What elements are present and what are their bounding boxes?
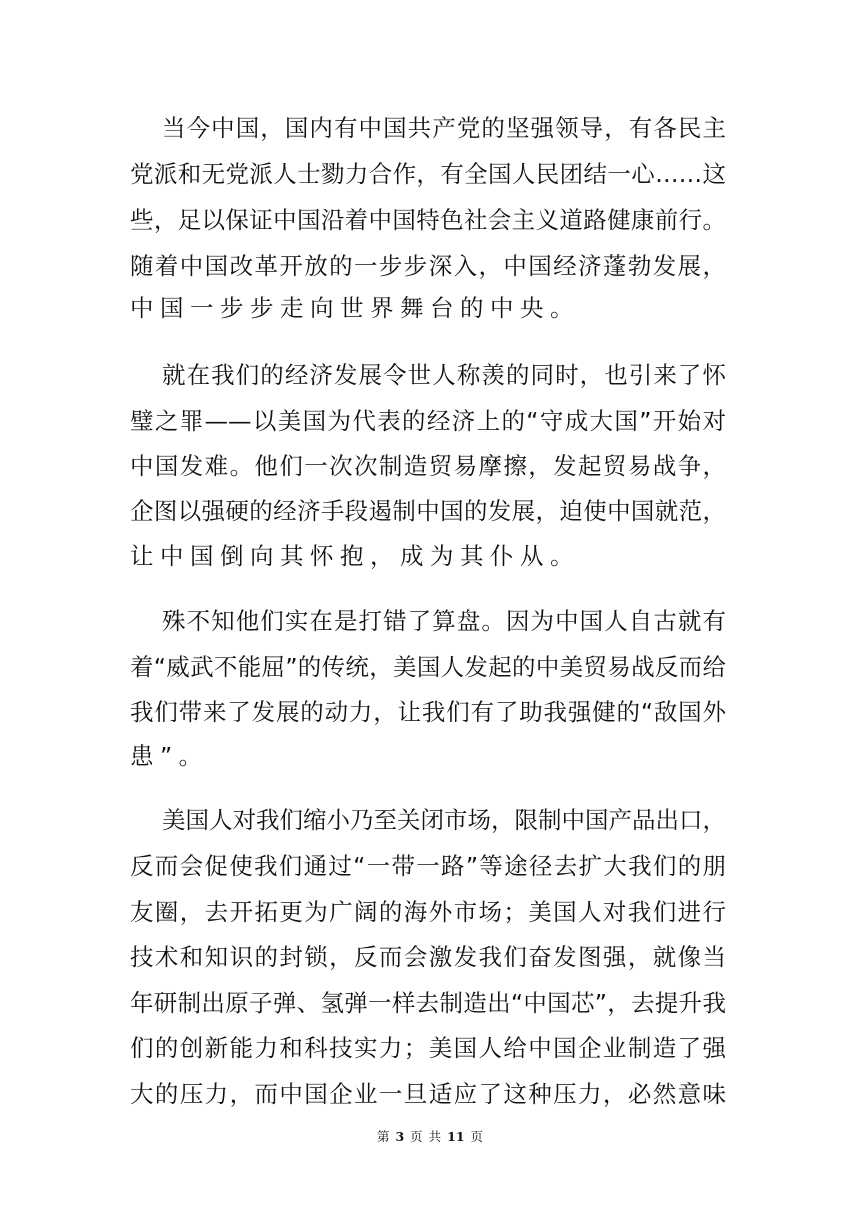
paragraph-3-line-3: 我们带来了发展的动力，让我们有了助我强健的“敌国外 xyxy=(130,698,726,726)
footer-page-word: 页 xyxy=(410,1129,423,1144)
paragraph-1-line-3: 些，足以保证中国沿着中国特色社会主义道路健康前行。 xyxy=(130,206,726,234)
paragraph-2-line-1: 就在我们的经济发展令世人称羡的同时，也引来了怀 xyxy=(162,361,726,389)
paragraph-4-line-7: 大的压力，而中国企业一旦适应了这种压力，必然意味 xyxy=(130,1080,726,1108)
paragraph-1-line-4: 随着中国改革开放的一步步深入，中国经济蓬勃发展， xyxy=(130,252,726,280)
paragraph-1-line-1: 当今中国，国内有中国共产党的坚强领导，有各民主 xyxy=(162,114,726,142)
footer-current-page: 3 xyxy=(395,1129,405,1144)
paragraph-3-line-4: 患”。 xyxy=(130,742,209,770)
paragraph-2-line-5: 让中国倒向其怀抱，成为其仆从。 xyxy=(130,542,580,570)
paragraph-4-line-2: 反而会促使我们通过“一带一路”等途径去扩大我们的朋 xyxy=(130,852,726,880)
paragraph-4-line-5: 年研制出原子弹、氢弹一样去制造出“中国芯”，去提升我 xyxy=(130,989,726,1017)
paragraph-4-line-4: 技术和知识的封锁，反而会激发我们奋发图强，就像当 xyxy=(130,943,726,971)
paragraph-1-line-5: 中国一步步走向世界舞台的中央。 xyxy=(130,294,580,322)
footer-total-pages: 11 xyxy=(447,1129,465,1144)
paragraph-3-line-1: 殊不知他们实在是打错了算盘。因为中国人自古就有 xyxy=(162,607,726,635)
paragraph-4-line-6: 们的创新能力和科技实力；美国人给中国企业制造了强 xyxy=(130,1034,726,1062)
paragraph-2-line-3: 中国发难。他们一次次制造贸易摩擦，发起贸易战争， xyxy=(130,452,726,480)
footer-prefix: 第 xyxy=(376,1129,390,1144)
paragraph-2-line-2: 璧之罪——以美国为代表的经济上的“守成大国”开始对 xyxy=(130,407,726,435)
paragraph-4-line-3: 友圈，去开拓更为广阔的海外市场；美国人对我们进行 xyxy=(130,898,726,926)
paragraph-2-line-4: 企图以强硬的经济手段遏制中国的发展，迫使中国就范， xyxy=(130,497,726,525)
paragraph-1-line-2: 党派和无党派人士勠力合作，有全国人民团结一心……这 xyxy=(130,160,726,188)
footer-suffix: 页 xyxy=(470,1129,484,1144)
page-number-footer xyxy=(0,1127,860,1147)
footer-total-word: 共 xyxy=(428,1129,442,1144)
paragraph-3-line-2: 着“威武不能屈”的传统，美国人发起的中美贸易战反而给 xyxy=(130,653,726,681)
paragraph-4-line-1: 美国人对我们缩小乃至关闭市场，限制中国产品出口， xyxy=(162,806,726,834)
